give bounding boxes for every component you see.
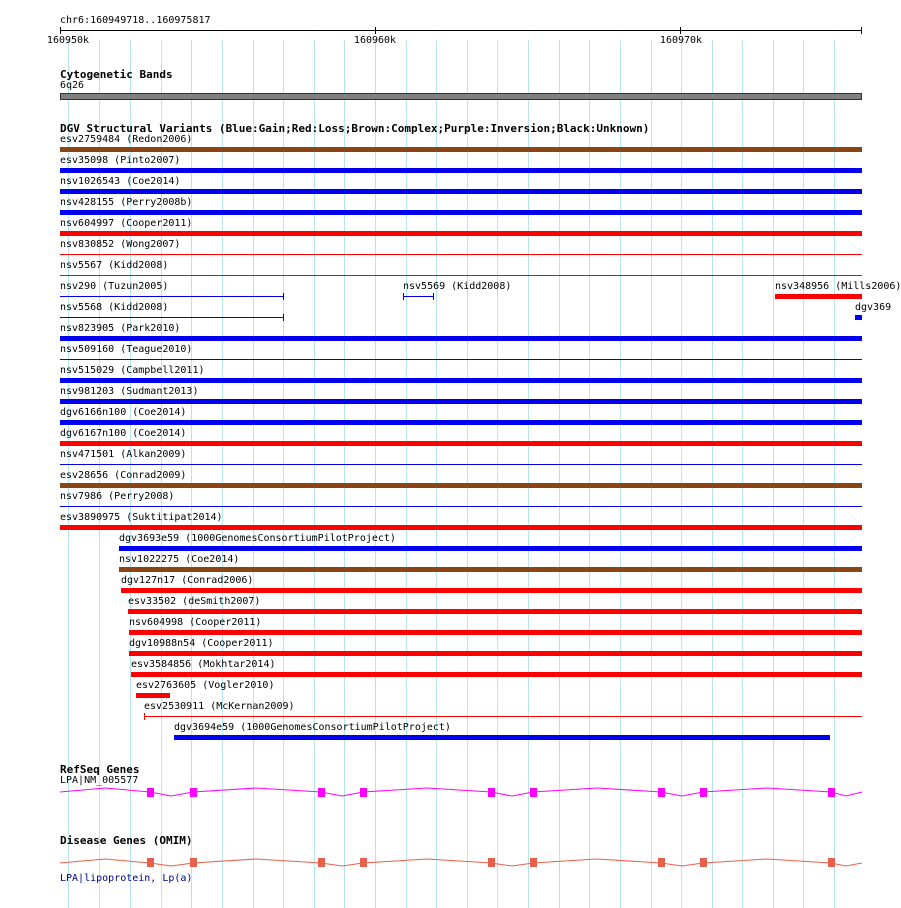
exon[interactable]	[828, 788, 835, 797]
variant-bar[interactable]	[855, 315, 862, 320]
dgv-track-title[interactable]: DGV Structural Variants (Blue:Gain;Red:Loss;Brown:Complex;Purple:Inversion;Black:Unknown)	[60, 122, 650, 135]
variant-bar[interactable]	[128, 609, 862, 614]
cytoband-track-title[interactable]: Cytogenetic Bands	[60, 68, 173, 81]
variant-bar[interactable]	[775, 294, 862, 299]
exon[interactable]	[658, 788, 665, 797]
variant-label: dgv10988n54 (Cooper2011)	[129, 638, 274, 649]
variant-bar[interactable]	[121, 588, 862, 593]
refseq-gene-model[interactable]	[0, 780, 890, 810]
exon[interactable]	[360, 788, 367, 797]
cytoband-6q26[interactable]	[60, 93, 862, 100]
variant-bar[interactable]	[60, 441, 862, 446]
refseq-gene-label: LPA|NM_005577	[60, 775, 139, 786]
variant-label: nsv981203 (Sudmant2013)	[60, 386, 199, 397]
exon[interactable]	[190, 858, 197, 867]
variant-bar[interactable]	[174, 735, 830, 740]
variant-label: nsv5568 (Kidd2008)	[60, 302, 169, 313]
exon[interactable]	[488, 858, 495, 867]
exon[interactable]	[530, 858, 537, 867]
variant-bar[interactable]	[60, 420, 862, 425]
variant-label: esv3584856 (Mokhtar2014)	[131, 659, 276, 670]
variant-label: nsv1026543 (Coe2014)	[60, 176, 181, 187]
omim-gene-model[interactable]	[0, 851, 890, 875]
exon[interactable]	[700, 858, 707, 867]
variant-label: nsv290 (Tuzun2005)	[60, 281, 169, 292]
variant-label: nsv5567 (Kidd2008)	[60, 260, 169, 271]
variant-label: dgv3693e59 (1000GenomesConsortiumPilotProject)	[119, 533, 396, 544]
ruler-axis	[60, 30, 862, 31]
exon[interactable]	[530, 788, 537, 797]
variant-label: nsv823905 (Park2010)	[60, 323, 181, 334]
ruler-tick	[375, 27, 376, 34]
variant-bar[interactable]	[60, 464, 862, 465]
omim-gene-label[interactable]: LPA|lipoprotein, Lp(a)	[60, 873, 193, 884]
intron-line	[60, 788, 862, 796]
variant-label: nsv1022275 (Coe2014)	[119, 554, 240, 565]
variant-bar-endcap	[433, 293, 434, 300]
variant-bar[interactable]	[60, 168, 862, 173]
ruler-tick	[861, 27, 862, 34]
variant-label: nsv509160 (Teague2010)	[60, 344, 193, 355]
variant-bar[interactable]	[119, 546, 862, 551]
variant-bar[interactable]	[131, 672, 862, 677]
variant-label: nsv7986 (Perry2008)	[60, 491, 175, 502]
exon[interactable]	[658, 858, 665, 867]
variant-label: dgv369	[855, 302, 892, 313]
variant-bar[interactable]	[119, 567, 862, 572]
ruler-tick	[680, 27, 681, 34]
exon[interactable]	[318, 858, 325, 867]
variant-bar[interactable]	[60, 525, 862, 530]
variant-bar[interactable]	[60, 317, 284, 318]
variant-label: nsv471501 (Alkan2009)	[60, 449, 187, 460]
variant-label: esv28656 (Conrad2009)	[60, 470, 187, 481]
variant-bar[interactable]	[60, 189, 862, 194]
variant-bar[interactable]	[60, 506, 862, 507]
omim-track-title[interactable]: Disease Genes (OMIM)	[60, 834, 193, 847]
refseq-track-title[interactable]: RefSeq Genes	[60, 763, 140, 776]
variant-bar-endcap	[283, 314, 284, 321]
variant-bar[interactable]	[60, 254, 862, 255]
variant-bar[interactable]	[60, 378, 862, 383]
exon[interactable]	[360, 858, 367, 867]
exon[interactable]	[700, 788, 707, 797]
variant-label: nsv515029 (Campbell2011)	[60, 365, 205, 376]
variant-bar-endcap	[144, 713, 145, 720]
exon[interactable]	[318, 788, 325, 797]
variant-bar[interactable]	[60, 359, 862, 360]
variant-label: nsv5569 (Kidd2008)	[403, 281, 512, 292]
variant-label: nsv604997 (Cooper2011)	[60, 218, 193, 229]
variant-label: esv33502 (deSmith2007)	[128, 596, 261, 607]
exon[interactable]	[147, 858, 154, 867]
exon[interactable]	[190, 788, 197, 797]
variant-label: esv3890975 (Suktitipat2014)	[60, 512, 223, 523]
variant-label: esv2763605 (Vogler2010)	[136, 680, 275, 691]
variant-label: esv35098 (Pinto2007)	[60, 155, 181, 166]
variant-bar[interactable]	[403, 296, 434, 297]
variant-bar[interactable]	[60, 399, 862, 404]
exon[interactable]	[488, 788, 495, 797]
variant-label: nsv830852 (Wong2007)	[60, 239, 181, 250]
variant-bar[interactable]	[60, 147, 862, 152]
variant-label: dgv6167n100 (Coe2014)	[60, 428, 187, 439]
variant-bar[interactable]	[144, 716, 862, 717]
variant-label: dgv6166n100 (Coe2014)	[60, 407, 187, 418]
position-label: chr6:160949718..160975817	[60, 15, 211, 26]
variant-bar[interactable]	[60, 483, 862, 488]
variant-bar[interactable]	[129, 630, 862, 635]
ruler-tick	[60, 27, 61, 34]
variant-label: nsv604998 (Cooper2011)	[129, 617, 262, 628]
exon[interactable]	[147, 788, 154, 797]
variant-label: nsv428155 (Perry2008b)	[60, 197, 193, 208]
variant-bar[interactable]	[129, 651, 862, 656]
variant-label: dgv3694e59 (1000GenomesConsortiumPilotProject)	[174, 722, 451, 733]
variant-bar[interactable]	[60, 296, 284, 297]
intron-line	[60, 859, 862, 866]
variant-label: esv2530911 (McKernan2009)	[144, 701, 295, 712]
variant-bar[interactable]	[136, 693, 170, 698]
ruler-tick-label: 160950k	[46, 35, 90, 46]
cytoband-label: 6q26	[60, 80, 85, 91]
variant-label: dgv127n17 (Conrad2006)	[121, 575, 254, 586]
variant-bar-endcap	[403, 293, 404, 300]
variant-label: esv2759484 (Redon2006)	[60, 134, 193, 145]
variant-label: nsv348956 (Mills2006)	[775, 281, 901, 292]
variant-bar[interactable]	[60, 210, 862, 215]
ruler-tick-label: 160970k	[659, 35, 703, 46]
variant-bar[interactable]	[60, 336, 862, 341]
variant-bar[interactable]	[60, 275, 862, 276]
exon[interactable]	[828, 858, 835, 867]
variant-bar[interactable]	[60, 231, 862, 236]
variant-bar-endcap	[283, 293, 284, 300]
ruler-tick-label: 160960k	[353, 35, 397, 46]
